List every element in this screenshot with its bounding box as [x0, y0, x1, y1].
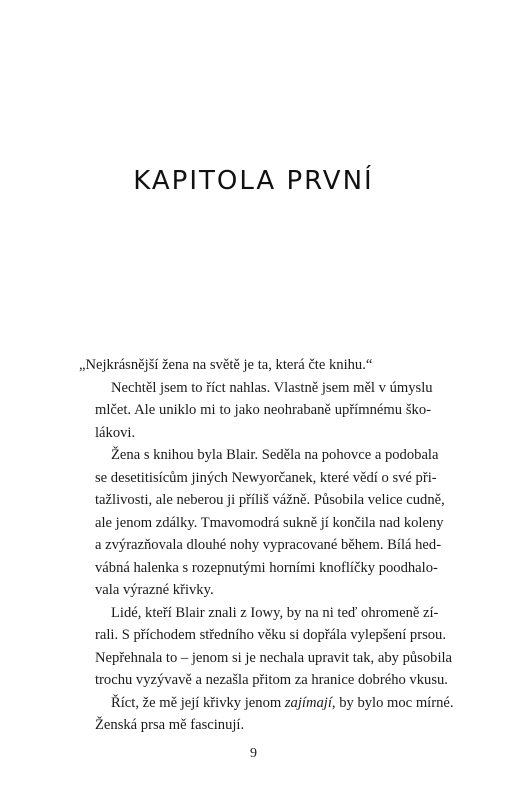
- text-line: vala výrazné křivky.: [95, 582, 214, 598]
- text-line: mlčet. Ale uniklo mi to jako neohrabaně upřímnému ško-: [95, 402, 431, 418]
- text-line: Žena s knihou byla Blair. Seděla na pohovce a podobala: [111, 447, 439, 463]
- text-line: ale jenom zdálky. Tmavomodrá sukně jí končila nad koleny: [95, 514, 444, 531]
- text-segment: Říct, že mě její křivky jenom: [111, 694, 285, 711]
- text-line: [79, 692, 454, 715]
- text-line: „Nejkrásnější žena na světě je ta, která čte knihu.“: [79, 357, 373, 373]
- text-line: lákovi.: [95, 424, 136, 441]
- body-text: [79, 354, 454, 737]
- paragraph-2: [79, 377, 431, 445]
- text-line: rali. S příchodem středního věku si dopřála vylepšení prsou.: [95, 627, 446, 643]
- page-number: 9: [250, 746, 257, 761]
- text-line: tažlivosti, ale neberou ji příliš vážně. Působila velice cudně,: [95, 492, 445, 508]
- paragraph-1: [79, 354, 431, 377]
- text-line: Lidé, kteří Blair znali z Iowy, by na ni teď ohromeně zí-: [111, 604, 439, 621]
- paragraph-5: [79, 692, 454, 737]
- chapter-title: KAPITOLA PRVNÍ: [133, 166, 374, 196]
- text-line: a zvýrazňovala dlouhé nohy vypracované během. Bílá hed-: [95, 537, 442, 553]
- text-line: trochu vyzývavě a nezašla přitom za hranice dobrého vkusu.: [95, 672, 448, 688]
- text-line: Nechtěl jsem to říct nahlas. Vlastně jsem měl v úmyslu: [111, 379, 433, 396]
- paragraph-4: [79, 602, 453, 692]
- text-line: se desetitisícům jiných Newyorčanek, které vědí o své při-: [95, 469, 437, 486]
- text-line: Ženská prsa mě fascinují.: [95, 717, 245, 733]
- italic-emphasis: zajímají: [284, 694, 332, 711]
- text-line: vábná halenka s rozepnutými horními knoflíčky poodhalo-: [95, 559, 438, 576]
- text-line: Nepřehnala to – jenom si je nechala upravit tak, aby působila: [95, 649, 453, 666]
- paragraph-3: [79, 444, 445, 602]
- text-segment: , by bylo moc mírné.: [331, 694, 454, 711]
